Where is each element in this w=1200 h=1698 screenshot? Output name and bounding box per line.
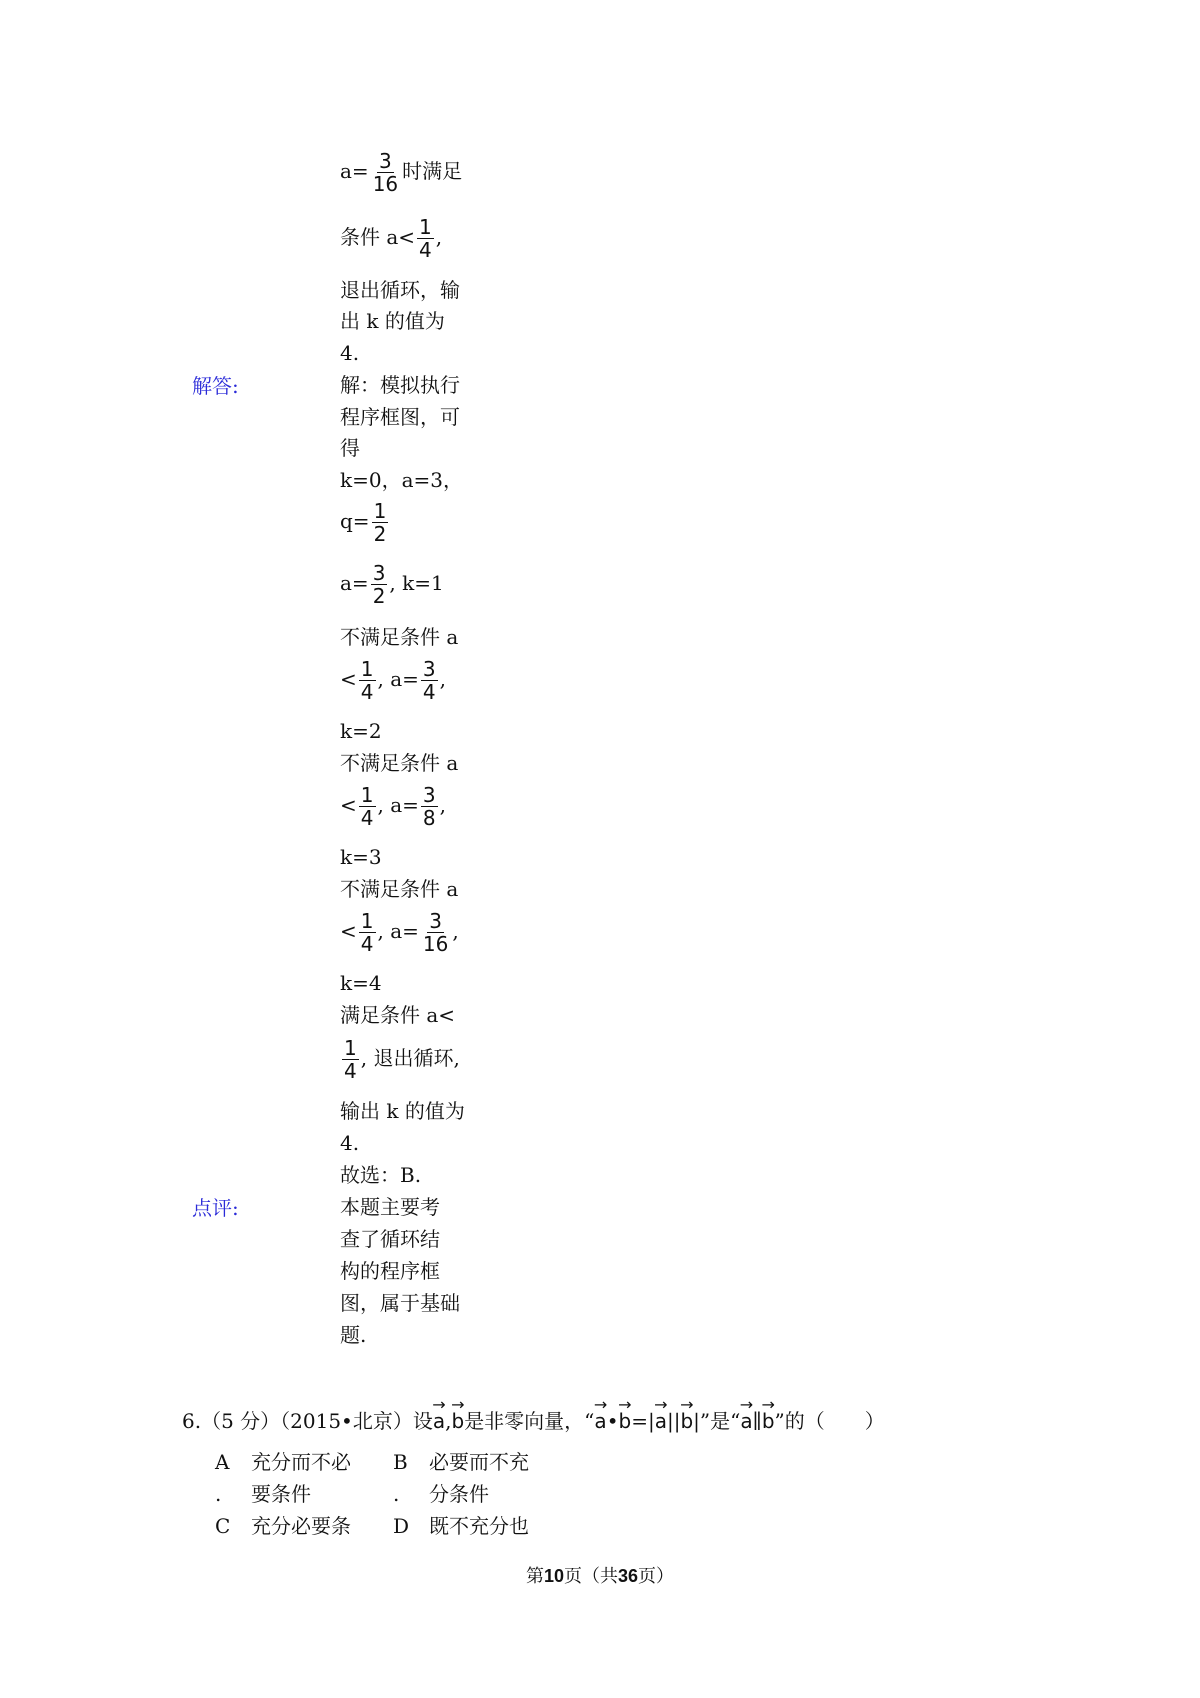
solution-line: 故选：B. bbox=[340, 1163, 422, 1187]
answer-line: 退出循环，输 bbox=[340, 278, 460, 302]
text: , bbox=[439, 793, 446, 817]
numerator: 1 bbox=[373, 499, 387, 523]
vector-a: → a bbox=[594, 1400, 606, 1436]
option-row bbox=[215, 1446, 571, 1478]
text: , bbox=[439, 667, 446, 691]
solution-line: 不满足条件 a bbox=[340, 751, 459, 775]
fraction bbox=[359, 910, 376, 955]
text: 是非零向量，“ bbox=[464, 1409, 595, 1433]
denominator: 8 bbox=[422, 806, 436, 830]
fraction bbox=[421, 658, 438, 703]
text: < bbox=[340, 793, 357, 817]
text: , k=1 bbox=[389, 571, 444, 595]
numerator: 3 bbox=[422, 783, 436, 807]
fraction bbox=[359, 784, 376, 829]
numerator: 1 bbox=[360, 909, 374, 933]
solution-line: k=2 bbox=[340, 719, 382, 743]
question-6 bbox=[182, 1400, 885, 1436]
denominator: 4 bbox=[360, 932, 374, 956]
vector-b: → b bbox=[680, 1400, 693, 1436]
option-key: D bbox=[393, 1514, 410, 1538]
text: , bbox=[445, 1409, 452, 1433]
text: , a= bbox=[377, 919, 419, 943]
solution-line: k=0，a=3， bbox=[340, 468, 464, 492]
comment-line: 本题主要考 bbox=[340, 1195, 440, 1219]
denominator: 16 bbox=[422, 932, 449, 956]
numerator: 3 bbox=[422, 657, 436, 681]
text: , 退出循环, bbox=[360, 1046, 460, 1070]
option-key: C bbox=[215, 1514, 231, 1538]
fraction bbox=[372, 500, 389, 545]
numerator: 1 bbox=[419, 215, 432, 239]
text: • bbox=[606, 1409, 619, 1433]
solution-line: 程序框图，可 bbox=[340, 405, 460, 429]
comment-label: 点评: bbox=[192, 1196, 239, 1220]
denominator: 4 bbox=[360, 806, 374, 830]
option-text: 充分必要条 bbox=[251, 1514, 351, 1538]
fraction bbox=[342, 1037, 359, 1082]
comment-line: 构的程序框 bbox=[340, 1259, 440, 1283]
solution-line bbox=[340, 500, 390, 545]
solution-line: 不满足条件 a bbox=[340, 625, 459, 649]
page-total: 36 bbox=[618, 1566, 639, 1586]
numerator: 1 bbox=[360, 657, 374, 681]
comment-line: 题. bbox=[340, 1323, 367, 1347]
text: ”的（ ） bbox=[774, 1409, 885, 1433]
text: , bbox=[452, 919, 459, 943]
footer-text: 第 bbox=[525, 1566, 544, 1587]
footer-text: 页） bbox=[638, 1566, 675, 1587]
vector-b: → b bbox=[451, 1400, 464, 1436]
solution-line: 解：模拟执行 bbox=[340, 373, 460, 397]
option-key: A bbox=[215, 1450, 230, 1474]
option-text: 既不充分也 bbox=[429, 1514, 529, 1538]
fraction bbox=[359, 658, 376, 703]
denominator: 4 bbox=[419, 238, 432, 262]
answer-options bbox=[215, 1446, 571, 1542]
numerator: 3 bbox=[429, 909, 442, 933]
fraction bbox=[371, 562, 388, 607]
vector-b: → b bbox=[618, 1400, 631, 1436]
denominator: 4 bbox=[360, 680, 374, 704]
solution-line: 4. bbox=[340, 1131, 360, 1155]
answer-line bbox=[340, 216, 442, 261]
solution-line: k=4 bbox=[340, 971, 382, 995]
option-row bbox=[215, 1478, 571, 1510]
numerator: 1 bbox=[344, 1036, 357, 1060]
vector-a: → a bbox=[655, 1400, 667, 1436]
solution-line: 输出 k 的值为 bbox=[340, 1099, 465, 1123]
option-text: 分条件 bbox=[429, 1482, 489, 1506]
solution-line bbox=[340, 658, 446, 703]
solution-line bbox=[340, 562, 444, 607]
numerator: 3 bbox=[372, 561, 386, 585]
text: || bbox=[666, 1409, 681, 1433]
option-key: B bbox=[393, 1450, 408, 1474]
denominator: 4 bbox=[422, 680, 436, 704]
text: |”是“ bbox=[693, 1409, 741, 1433]
answer-line bbox=[340, 150, 462, 195]
text: a= bbox=[340, 571, 369, 595]
text: , bbox=[435, 225, 443, 249]
option-text: 要条件 bbox=[251, 1482, 311, 1506]
vector-a: → a bbox=[740, 1400, 752, 1436]
option-row bbox=[215, 1510, 571, 1542]
fraction bbox=[371, 150, 400, 195]
denominator: 16 bbox=[372, 172, 399, 196]
text: , a= bbox=[377, 793, 419, 817]
solution-line bbox=[340, 784, 446, 829]
solution-label: 解答: bbox=[192, 374, 239, 398]
text: 条件 a< bbox=[340, 225, 416, 249]
comment-line: 图，属于基础 bbox=[340, 1291, 460, 1315]
option-key: . bbox=[215, 1482, 222, 1506]
solution-line: k=3 bbox=[340, 845, 382, 869]
denominator: 2 bbox=[372, 584, 386, 608]
option-text: 充分而不必 bbox=[251, 1450, 351, 1474]
solution-line: 不满足条件 a bbox=[340, 877, 459, 901]
parallel-symbol: ∥ bbox=[752, 1409, 762, 1433]
page-footer bbox=[0, 1562, 1200, 1588]
option-text: 必要而不充 bbox=[429, 1450, 529, 1474]
text: q= bbox=[340, 509, 370, 533]
option-key: . bbox=[393, 1482, 400, 1506]
vector-b: → b bbox=[762, 1400, 775, 1436]
comment-line: 查了循环结 bbox=[340, 1227, 440, 1251]
fraction bbox=[421, 910, 450, 955]
fraction bbox=[421, 784, 438, 829]
fraction bbox=[417, 216, 434, 261]
solution-line: 满足条件 a< bbox=[340, 1003, 456, 1027]
solution-line bbox=[340, 910, 459, 955]
answer-line: 出 k 的值为 bbox=[340, 309, 445, 333]
answer-line: 4. bbox=[340, 341, 360, 365]
question-prefix: 6.（5 分）（2015•北京）设 bbox=[182, 1409, 433, 1433]
numerator: 1 bbox=[360, 783, 374, 807]
text: a= bbox=[340, 159, 369, 183]
denominator: 2 bbox=[373, 522, 387, 546]
text: =| bbox=[631, 1409, 655, 1433]
text: < bbox=[340, 919, 357, 943]
text: , a= bbox=[377, 667, 419, 691]
solution-line bbox=[340, 1037, 460, 1082]
text: < bbox=[340, 667, 357, 691]
vector-a: → a bbox=[433, 1400, 445, 1436]
numerator: 3 bbox=[379, 149, 392, 173]
solution-line: 得 bbox=[340, 436, 360, 460]
page-number: 10 bbox=[543, 1566, 564, 1586]
denominator: 4 bbox=[344, 1059, 357, 1083]
footer-text: 页（共 bbox=[564, 1566, 618, 1587]
text: 时满足 bbox=[402, 159, 463, 183]
